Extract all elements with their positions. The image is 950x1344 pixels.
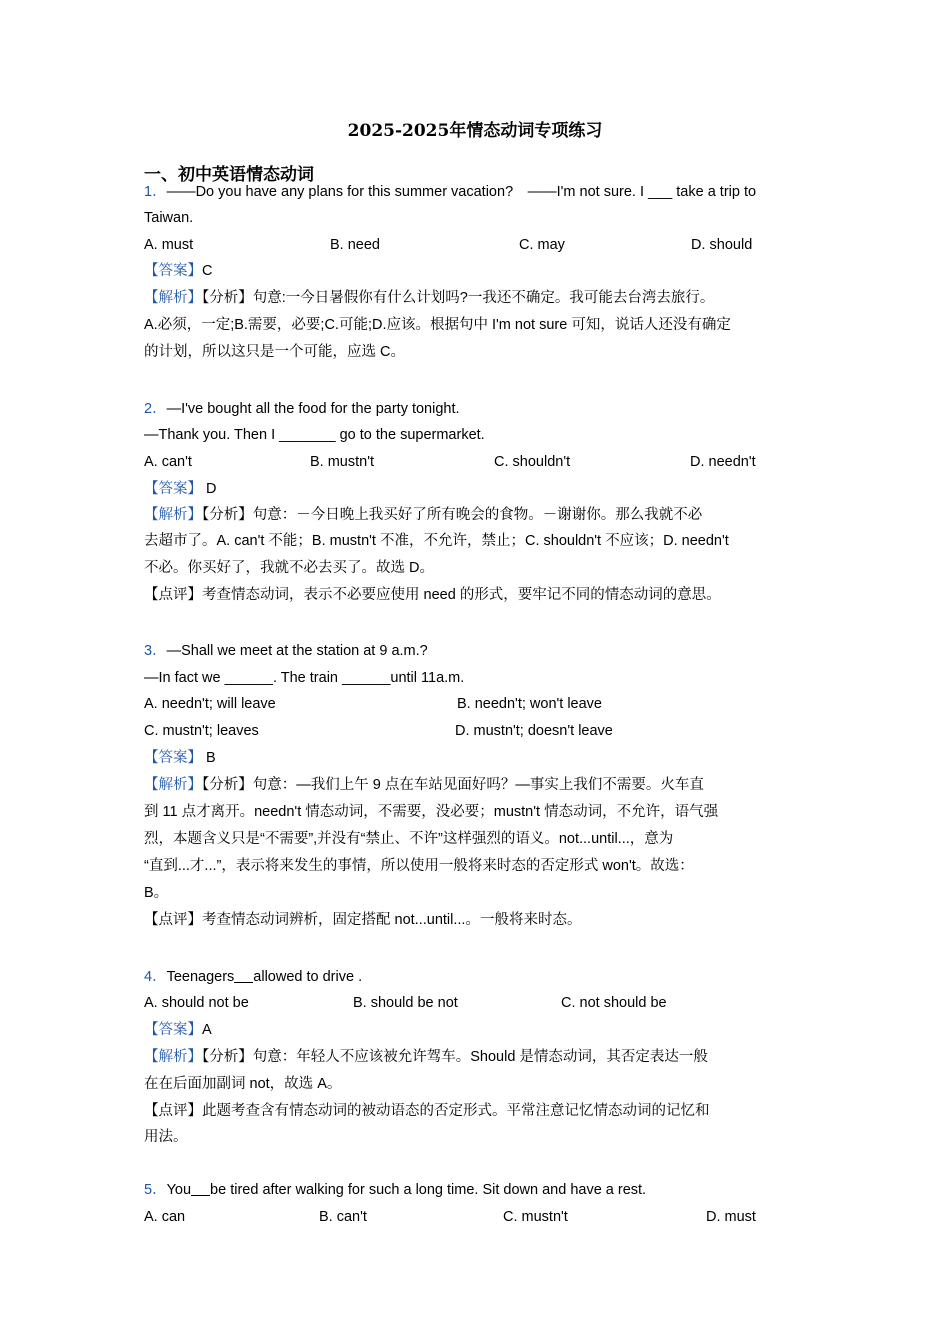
answer-line: 【答案】 B — [144, 750, 216, 766]
comment-line: 【点评】此题考查含有情态动词的被动语态的否定形式。平常注意记忆情态动词的记忆和 — [144, 1103, 710, 1119]
section-heading: 一、初中英语情态动词 — [144, 165, 314, 185]
analysis-line: 【解析】【分析】句意：年轻人不应该被允许驾车。Should 是情态动词，其否定表达一般 — [144, 1049, 708, 1065]
comment-line: 【点评】考查情态动词辨析，固定搭配 not...until...。一般将来时态。 — [144, 912, 582, 928]
question-number: 4． — [144, 969, 167, 985]
question-3-stem-cont: —In fact we ______. The train ______until 11a.m. — [144, 670, 465, 686]
option-d: D. must — [706, 1209, 756, 1225]
option-b: B. need — [330, 237, 380, 253]
option-c: C. mustn't; leaves — [144, 723, 259, 739]
question-number: 3． — [144, 643, 167, 659]
answer-line: 【答案】A — [144, 1022, 212, 1038]
question-2-stem: 2．—I've bought all the food for the party tonight. — [144, 401, 460, 417]
option-a: A. needn't; will leave — [144, 696, 276, 712]
question-number: 5． — [144, 1182, 167, 1198]
answer-line: 【答案】C — [144, 263, 213, 279]
answer-blank — [234, 968, 253, 983]
comment-line: 【点评】考查情态动词，表示不必要应使用 need 的形式，要牢记不同的情态动词的意思。 — [144, 587, 721, 603]
option-d: D. should — [691, 237, 753, 253]
analysis-line: 到 11 点才离开。needn't 情态动词，不需要，没必要；mustn't 情态动词，不允许，语气强 — [144, 804, 719, 820]
question-1-stem-cont: Taiwan. — [144, 210, 194, 226]
analysis-line: 【解析】【分析】句意：—我们上午 9 点在车站见面好吗？—事实上我们不需要。火车直 — [144, 777, 704, 793]
option-c: C. shouldn't — [494, 454, 571, 470]
option-c: C. may — [519, 237, 565, 253]
analysis-line: 【解析】【分析】句意:一今日暑假你有什么计划吗?一我还不确定。我可能去台湾去旅行。 — [144, 290, 715, 306]
option-c: C. not should be — [561, 995, 667, 1011]
option-d: D. mustn't; doesn't leave — [455, 723, 613, 739]
analysis-line: 在在后面加副词 not，故选 A。 — [144, 1076, 342, 1092]
question-4-stem: 4．Teenagers allowed to drive . — [144, 969, 363, 985]
option-c: C. mustn't — [503, 1209, 568, 1225]
question-2-stem-cont: —Thank you. Then I _______ go to the supermarket. — [144, 427, 485, 443]
analysis-line: 烈，本题含义只是“不需要”,并没有“禁止、不许”这样强烈的语义。not...until...，意为 — [144, 831, 674, 847]
comment-line: 用法。 — [144, 1129, 188, 1145]
option-a: A. must — [144, 237, 194, 253]
analysis-line: “直到...才...”，表示将来发生的事情，所以使用一般将来时态的否定形式 won't。故选： — [144, 858, 694, 874]
answer-blank — [191, 1181, 210, 1196]
option-b: B. needn't; won't leave — [457, 696, 602, 712]
option-b: B. mustn't — [310, 454, 375, 470]
analysis-line: A.必须，一定;B.需要，必要;C.可能;D.应该。根据句中 I'm not sure 可知，说话人还没有确定 — [144, 317, 731, 333]
option-a: A. can't — [144, 454, 192, 470]
analysis-line: 【解析】【分析】句意：－今日晚上我买好了所有晚会的食物。－谢谢你。那么我就不必 — [144, 507, 703, 523]
analysis-line: 的计划，所以这只是一个可能，应选 C。 — [144, 344, 405, 360]
question-number: 1． — [144, 184, 167, 200]
option-a: A. can — [144, 1209, 186, 1225]
question-5-stem: 5．You be tired after walking for such a long time. Sit down and have a rest. — [144, 1182, 647, 1198]
answer-line: 【答案】 D — [144, 481, 217, 497]
analysis-line: B。 — [144, 885, 169, 901]
analysis-line: 去超市了。A. can't 不能；B. mustn't 不准，不允许，禁止；C. shouldn't 不应该；D. needn't — [144, 533, 729, 549]
option-a: A. should not be — [144, 995, 249, 1011]
analysis-line: 不必。你买好了，我就不必去买了。故选 D。 — [144, 560, 434, 576]
option-b: B. should be not — [353, 995, 458, 1011]
question-number: 2． — [144, 401, 167, 417]
option-d: D. needn't — [690, 454, 756, 470]
question-3-stem: 3．—Shall we meet at the station at 9 a.m.? — [144, 643, 428, 659]
page-title: 2025-2025年情态动词专项练习 — [347, 121, 603, 141]
question-1-stem: 1．——Do you have any plans for this summer vacation? ——I'm not sure. I ___ take a trip to — [144, 184, 757, 200]
option-b: B. can't — [319, 1209, 367, 1225]
